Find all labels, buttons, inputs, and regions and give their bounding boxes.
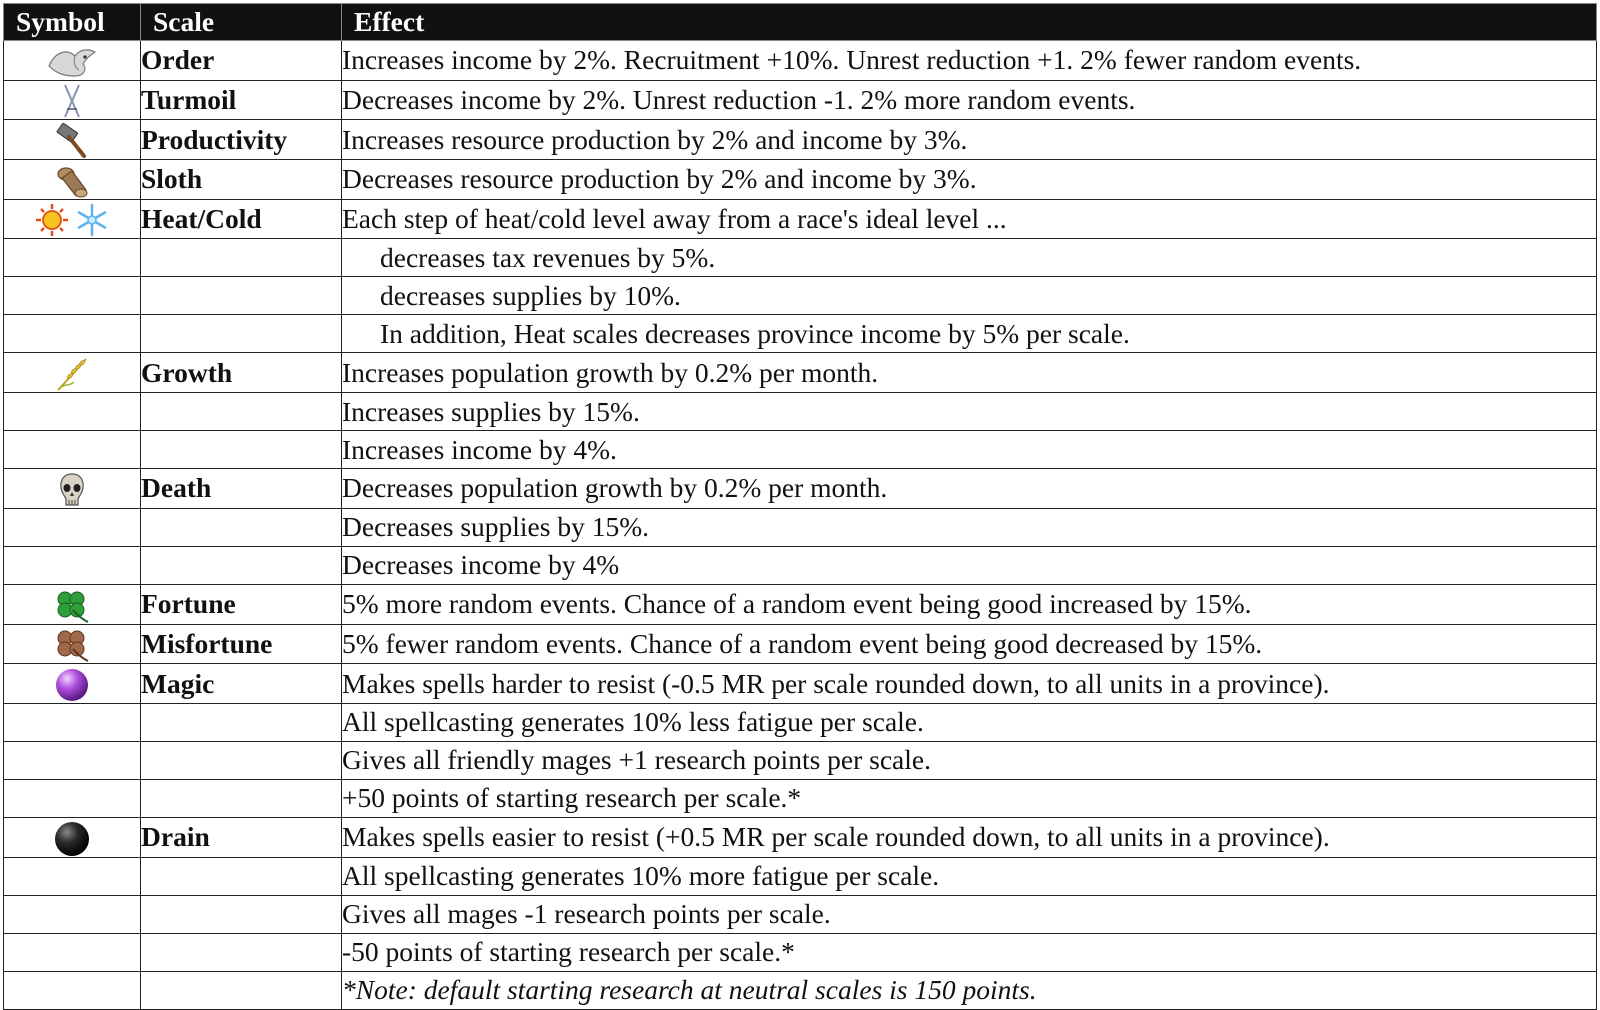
effect-text: decreases tax revenues by 5%. bbox=[342, 239, 1597, 277]
table-row bbox=[4, 41, 1597, 81]
scale-name bbox=[141, 895, 342, 933]
symbol-cell bbox=[4, 393, 141, 431]
table-row bbox=[4, 546, 1597, 584]
scale-name: Death bbox=[141, 469, 342, 509]
table-row bbox=[4, 779, 1597, 817]
footnote-text: *Note: default starting research at neutral scales is 150 points. bbox=[342, 971, 1597, 1009]
log-icon bbox=[54, 163, 90, 199]
scale-name bbox=[141, 315, 342, 353]
table-row bbox=[4, 160, 1597, 200]
symbol-cell bbox=[4, 971, 141, 1009]
table-row bbox=[4, 933, 1597, 971]
header-effect: Effect bbox=[342, 4, 1597, 41]
effect-text: Each step of heat/cold level away from a race's ideal level ... bbox=[342, 199, 1597, 239]
table-row bbox=[4, 664, 1597, 704]
symbol-cell bbox=[4, 160, 141, 200]
scale-name: Drain bbox=[141, 817, 342, 857]
effect-text: 5% fewer random events. Chance of a random event being good decreased by 15%. bbox=[342, 624, 1597, 664]
table-row bbox=[4, 895, 1597, 933]
purple-orb-icon bbox=[53, 667, 91, 703]
effect-text: -50 points of starting research per scale.* bbox=[342, 933, 1597, 971]
crossed-swords-icon bbox=[60, 83, 84, 119]
table-body bbox=[4, 41, 1597, 1010]
effect-text: Increases resource production by 2% and income by 3%. bbox=[342, 120, 1597, 160]
symbol-cell bbox=[4, 508, 141, 546]
table-row bbox=[4, 315, 1597, 353]
symbol-cell bbox=[4, 80, 141, 120]
table-row bbox=[4, 971, 1597, 1009]
effect-text: Gives all mages -1 research points per scale. bbox=[342, 895, 1597, 933]
scale-name bbox=[141, 546, 342, 584]
scale-name: Sloth bbox=[141, 160, 342, 200]
symbol-cell bbox=[4, 546, 141, 584]
symbol-cell bbox=[4, 857, 141, 895]
symbol-cell bbox=[4, 469, 141, 509]
symbol-cell bbox=[4, 779, 141, 817]
scale-name bbox=[141, 971, 342, 1009]
table-row bbox=[4, 584, 1597, 624]
symbol-cell bbox=[4, 239, 141, 277]
symbol-cell bbox=[4, 315, 141, 353]
effect-text: Gives all friendly mages +1 research points per scale. bbox=[342, 741, 1597, 779]
effect-text: +50 points of starting research per scale.* bbox=[342, 779, 1597, 817]
table-row bbox=[4, 239, 1597, 277]
scale-name bbox=[141, 393, 342, 431]
scale-name: Growth bbox=[141, 353, 342, 393]
sun-snowflake-icon bbox=[34, 202, 110, 238]
brown-clover-icon bbox=[52, 627, 92, 663]
symbol-cell bbox=[4, 199, 141, 239]
symbol-cell bbox=[4, 41, 141, 81]
effect-text: In addition, Heat scales decreases province income by 5% per scale. bbox=[342, 315, 1597, 353]
effect-text: Increases income by 4%. bbox=[342, 431, 1597, 469]
skull-icon bbox=[57, 472, 87, 508]
symbol-cell bbox=[4, 895, 141, 933]
header-row bbox=[4, 4, 1597, 41]
effect-text: decreases supplies by 10%. bbox=[342, 277, 1597, 315]
symbol-cell bbox=[4, 353, 141, 393]
table-row bbox=[4, 120, 1597, 160]
table-row bbox=[4, 508, 1597, 546]
symbol-cell bbox=[4, 741, 141, 779]
symbol-cell bbox=[4, 817, 141, 857]
table-row bbox=[4, 277, 1597, 315]
effect-text: Increases supplies by 15%. bbox=[342, 393, 1597, 431]
effect-text: 5% more random events. Chance of a random event being good increased by 15%. bbox=[342, 584, 1597, 624]
symbol-cell bbox=[4, 120, 141, 160]
table-row bbox=[4, 741, 1597, 779]
symbol-cell bbox=[4, 431, 141, 469]
scale-name: Turmoil bbox=[141, 80, 342, 120]
symbol-cell bbox=[4, 277, 141, 315]
effect-text: Increases income by 2%. Recruitment +10%. Unrest reduction +1. 2% fewer random events. bbox=[342, 41, 1597, 81]
table-row bbox=[4, 469, 1597, 509]
scale-name bbox=[141, 741, 342, 779]
effect-text: Decreases supplies by 15%. bbox=[342, 508, 1597, 546]
scale-name bbox=[141, 508, 342, 546]
scale-name bbox=[141, 779, 342, 817]
table-row bbox=[4, 199, 1597, 239]
hammer-icon bbox=[54, 123, 90, 159]
scale-name: Productivity bbox=[141, 120, 342, 160]
effect-text: Decreases population growth by 0.2% per month. bbox=[342, 469, 1597, 509]
effect-text: Decreases income by 2%. Unrest reduction -1. 2% more random events. bbox=[342, 80, 1597, 120]
symbol-cell bbox=[4, 624, 141, 664]
effect-text: Decreases resource production by 2% and income by 3%. bbox=[342, 160, 1597, 200]
effect-text: All spellcasting generates 10% more fatigue per scale. bbox=[342, 857, 1597, 895]
symbol-cell bbox=[4, 584, 141, 624]
black-orb-icon bbox=[53, 821, 91, 857]
table-row bbox=[4, 624, 1597, 664]
table-row bbox=[4, 857, 1597, 895]
effect-text: Makes spells easier to resist (+0.5 MR per scale rounded down, to all units in a province). bbox=[342, 817, 1597, 857]
effect-text: Increases population growth by 0.2% per month. bbox=[342, 353, 1597, 393]
header-symbol: Symbol bbox=[4, 4, 141, 41]
scale-name: Order bbox=[141, 41, 342, 81]
symbol-cell bbox=[4, 933, 141, 971]
scale-name bbox=[141, 277, 342, 315]
effect-text: All spellcasting generates 10% less fatigue per scale. bbox=[342, 703, 1597, 741]
table-row bbox=[4, 703, 1597, 741]
scale-name: Misfortune bbox=[141, 624, 342, 664]
scale-name bbox=[141, 857, 342, 895]
table-row bbox=[4, 817, 1597, 857]
symbol-cell bbox=[4, 703, 141, 741]
bird-icon bbox=[45, 44, 99, 80]
table-row bbox=[4, 431, 1597, 469]
scale-name bbox=[141, 703, 342, 741]
scale-name bbox=[141, 933, 342, 971]
scale-name bbox=[141, 239, 342, 277]
table-row bbox=[4, 393, 1597, 431]
header-scale: Scale bbox=[141, 4, 342, 41]
symbol-cell bbox=[4, 664, 141, 704]
wheat-icon bbox=[52, 356, 92, 392]
scale-name bbox=[141, 431, 342, 469]
green-clover-icon bbox=[52, 588, 92, 624]
scales-table bbox=[3, 3, 1597, 1010]
table-row bbox=[4, 353, 1597, 393]
effect-text: Makes spells harder to resist (-0.5 MR per scale rounded down, to all units in a province). bbox=[342, 664, 1597, 704]
scale-name: Heat/Cold bbox=[141, 199, 342, 239]
effect-text: Decreases income by 4% bbox=[342, 546, 1597, 584]
table-row bbox=[4, 80, 1597, 120]
scale-name: Magic bbox=[141, 664, 342, 704]
scale-name: Fortune bbox=[141, 584, 342, 624]
